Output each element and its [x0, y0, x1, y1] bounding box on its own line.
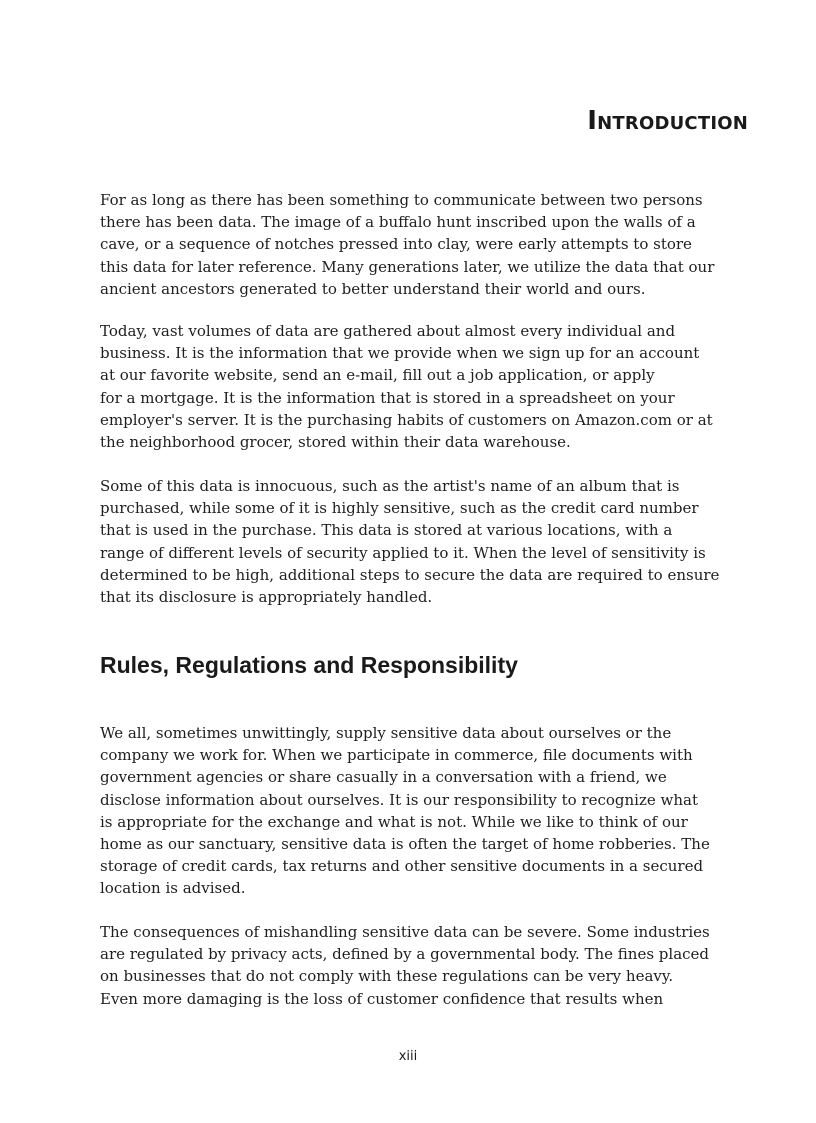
paragraph-line: employer's server. It is the purchasing habits of customers on Amazon.com or at	[100, 410, 713, 429]
paragraph-line: disclose information about ourselves. It is our responsibility to recognize what	[100, 790, 698, 809]
paragraph-line: Even more damaging is the loss of customer confidence that results when	[100, 989, 664, 1008]
paragraph-line: that its disclosure is appropriately handled.	[100, 588, 433, 607]
paragraph-5	[100, 921, 750, 1010]
paragraph-line: The consequences of mishandling sensitive data can be severe. Some industries	[100, 923, 710, 941]
section-heading: Rules, Regulations and Responsibility	[100, 652, 518, 678]
paragraph-line: ancient ancestors generated to better understand their world and ours.	[100, 279, 646, 298]
paragraph-line: are regulated by privacy acts, defined by a governmental body. The fines placed	[100, 945, 710, 964]
chapter-title: Introduction	[587, 106, 748, 136]
paragraph-line: this data for later reference. Many generations later, we utilize the data that our	[100, 257, 715, 276]
paragraph-line: company we work for. When we participate in commerce, file documents with	[100, 746, 693, 765]
paragraph-line: that is used in the purchase. This data is stored at various locations, with a	[100, 521, 673, 540]
paragraph-line: purchased, while some of it is highly sensitive, such as the credit card number	[100, 499, 699, 518]
paragraph-line: For as long as there has been something to communicate between two persons	[100, 191, 703, 209]
paragraph-line: government agencies or share casually in a conversation with a friend, we	[100, 768, 667, 787]
paragraph-line: storage of credit cards, tax returns and other sensitive documents in a secured	[100, 857, 704, 876]
paragraph-line: cave, or a sequence of notches pressed into clay, were early attempts to store	[100, 235, 692, 254]
paragraph-2	[100, 320, 750, 453]
paragraph-line: for a mortgage. It is the information that is stored in a spreadsheet on your	[100, 388, 675, 407]
paragraph-line: Some of this data is innocuous, such as the artist's name of an album that is	[100, 477, 680, 495]
paragraph-line: home as our sanctuary, sensitive data is often the target of home robberies. The	[100, 835, 710, 854]
paragraph-line: Today, vast volumes of data are gathered about almost every individual and	[100, 322, 676, 340]
paragraph-3	[100, 475, 750, 608]
paragraph-line: is appropriate for the exchange and what is not. While we like to think of our	[100, 812, 688, 831]
paragraph-line: business. It is the information that we provide when we sign up for an account	[100, 344, 700, 363]
paragraph-line: at our favorite website, send an e-mail, fill out a job application, or apply	[100, 366, 655, 385]
paragraph-line: range of different levels of security applied to it. When the level of sensitivity is	[100, 543, 706, 562]
paragraph-1	[100, 189, 750, 300]
paragraph-line: We all, sometimes unwittingly, supply sensitive data about ourselves or the	[100, 724, 672, 742]
paragraph-line: on businesses that do not comply with these regulations can be very heavy.	[100, 967, 674, 986]
paragraph-line: there has been data. The image of a buffalo hunt inscribed upon the walls of a	[100, 213, 696, 232]
paragraph-4	[100, 722, 750, 900]
paragraph-line: the neighborhood grocer, stored within their data warehouse.	[100, 433, 571, 452]
paragraph-line: determined to be high, additional steps to secure the data are required to ensure	[100, 565, 720, 584]
paragraph-line: location is advised.	[100, 879, 246, 898]
page-number: xiii	[398, 1049, 418, 1064]
